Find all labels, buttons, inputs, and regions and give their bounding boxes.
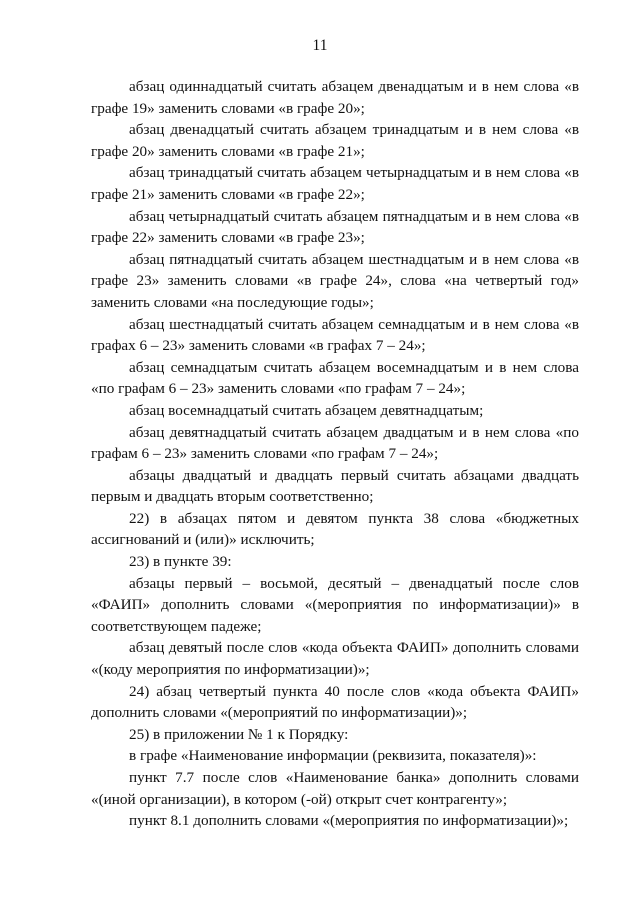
paragraph: 25) в приложении № 1 к Порядку: [129, 725, 349, 743]
paragraph: абзац семнадцатым считать абзацем восемнадцатым и в нем слова «по графам 6 – 23» заменить словами «по графам 7 – 24»; [91, 358, 579, 398]
document-body [91, 76, 579, 832]
paragraph: абзац четырнадцатый считать абзацем пятнадцатым и в нем слова «в графе 22» заменить словами «в графе 23»; [91, 207, 579, 247]
paragraph: абзац двенадцатый считать абзацем тринадцатым и в нем слова «в графе 20» заменить словами «в графе 21»; [91, 121, 579, 160]
paragraph: абзац тринадцатый считать абзацем четырнадцатым и в нем слова «в графе 21» заменить словами «в графе 22»; [91, 164, 579, 203]
paragraph: 23) в пункте 39: [129, 553, 232, 571]
paragraph: абзац восемнадцатый считать абзацем девятнадцатым; [129, 401, 484, 419]
paragraph: абзацы двадцатый и двадцать первый считать абзацами двадцать первым и двадцать вторым соответственно; [91, 466, 579, 506]
paragraph: 24) абзац четвертый пункта 40 после слов «кода объекта ФАИП» дополнить словами «(мероприятий по информатизации)»; [91, 682, 579, 722]
paragraph: в графе «Наименование информации (реквизита, показателя)»: [129, 747, 537, 765]
paragraph: абзацы первый – восьмой, десятый – двенадцатый после слов «ФАИП» дополнить словами «(мероприятия по информатизации)» в соответствующем падеже; [91, 574, 579, 635]
paragraph: абзац шестнадцатый считать абзацем семнадцатым и в нем слова «в графах 6 – 23» заменить словами «в графах 7 – 24»; [91, 315, 579, 355]
paragraph: пункт 7.7 после слов «Наименование банка» дополнить словами «(иной организации), в котором (-ой) открыт счет контрагенту»; [91, 769, 579, 808]
paragraph: абзац одиннадцатый считать абзацем двенадцатым и в нем слова «в графе 19» заменить словами «в графе 20»; [91, 78, 579, 117]
paragraph: пункт 8.1 дополнить словами «(мероприятия по информатизации)»; [129, 812, 569, 830]
page-number: 11 [312, 37, 328, 54]
paragraph: абзац девятнадцатый считать абзацем двадцатым и в нем слова «по графам 6 – 23» заменить словами «по графам 7 – 24»; [91, 423, 579, 463]
paragraph: абзац девятый после слов «кода объекта ФАИП» дополнить словами «(коду мероприятия по информатизации)»; [91, 639, 579, 679]
paragraph: абзац пятнадцатый считать абзацем шестнадцатым и в нем слова «в графе 23» заменить словами «в графе 24», слова «на четвертый год» заменить словами «на последующие годы»; [91, 250, 579, 311]
paragraph: 22) в абзацах пятом и девятом пункта 38 слова «бюджетных ассигнований и (или)» исключить; [91, 509, 579, 549]
